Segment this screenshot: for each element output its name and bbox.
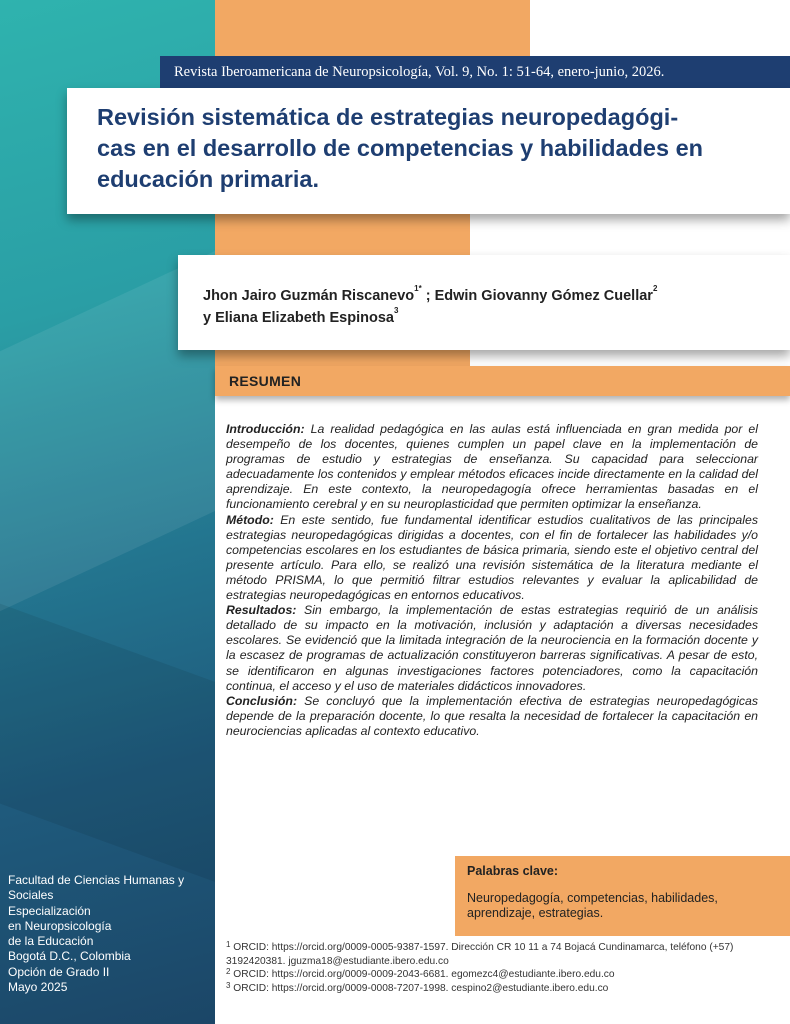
footnote [226,941,786,968]
keywords-heading: Palabras clave: [467,864,559,878]
orange-decorative-strip [470,0,530,60]
footnote [226,982,786,996]
faculty-info [8,873,208,995]
authors [203,285,783,329]
footnote [226,968,786,982]
section-label: Resultados: [226,603,297,618]
section-label: Conclusión: [226,693,298,708]
faculty-line: en Neuropsicología [8,918,112,933]
faculty-line: Sociales [8,888,54,903]
footnote-number: 1 [226,940,231,949]
title-box [67,88,790,214]
journal-citation-bar [160,56,790,88]
abstract-paragraph [226,694,758,739]
author-name: Eliana Elizabeth Espinosa [215,310,394,326]
author-sup: 1* [414,284,422,293]
section-text: Sin embargo, la implementación de estas estrategias requirió de un análisis detallado de su impacto en la motivación, inclusión y adaptación a diversas necesidades escolares. Se evidenció que la limitada integración de la neurociencia en la formación docente y la escasez de programas de actualización constituyeron barreras significativas. A pesar de esto, se identificaron en algunas investigaciones factores potenciadores, como la capacitación continua, el acceso y el uso de materiales didácticos innovadores. [226,603,758,693]
section-label: Introducción: [226,422,305,436]
footnote-number: 2 [226,967,231,977]
resumen-heading: RESUMEN [229,373,302,389]
title-line: educación primaria. [97,166,320,192]
section-text: En este sentido, fue fundamental identificar estudios cualitativos de las principales estrategias neuropedagógicas dirigidas a docentes, con el fin de fortalecer las habilidades y/o competencias escolares en los estudiantes de básica primaria, siendo este el objetivo central del presente artículo. Para ello, se realizó una revisión sistemática de la literatura mediante el método PRISMA, lo que permitió filtrar estudios relevantes y evaluar la aplicabilidad de estrategias neuropedagógicas en entornos educativos. [226,512,758,603]
abstract-body [226,422,758,739]
article-title [97,102,757,195]
abstract-paragraph [226,422,758,513]
footnote-text: ORCID: https://orcid.org/0009-0008-7207-1998. cespino2@estudiante.ibero.edu.co [230,982,609,994]
faculty-line: Mayo 2025 [8,980,68,995]
footnote-text: ORCID: https://orcid.org/0009-0005-9387-1597. Dirección CR 10 11 a 74 Bojacá Cundinamarca, teléfono (+57) 3192420381. jguzma18@estudiante.ibero.edu.co [226,942,734,967]
author-conjunction: y [203,310,216,326]
journal-citation: Revista Iberoamericana de Neuropsicología, Vol. 9, No. 1: 51-64, enero-junio, 2026. [174,64,665,80]
author-sup: 2 [652,284,658,293]
resumen-heading-tab [215,366,790,396]
title-line: cas en el desarrollo de competencias y habilidades en [97,135,704,161]
author-name: Edwin Giovanny Gómez Cuellar [434,288,653,304]
panel-facet [0,582,215,898]
section-text: Se concluyó que la implementación efectiva de estrategias neuropedagógicas depende de la preparación docente, lo que resalta la necesidad de fortalecer la capacitación en neurociencias aplicadas al contexto educativo. [226,693,758,738]
authors-box [178,255,790,350]
abstract-paragraph [226,603,758,694]
title-line: Revisión sistemática de estrategias neuropedagógi- [97,104,679,130]
faculty-line: Especialización [8,903,91,918]
keywords-text: Neuropedagogía, competencias, habilidades, aprendizaje, estrategias. [467,891,718,920]
section-text: La realidad pedagógica en las aulas está influenciada en gran medida por el desempeño de los docentes, quienes cumplen un papel clave en la implementación de programas de estudio y estrategias de enseñanza. Su capacidad para seleccionar adecuadamente los contenidos y emplear métodos eficaces incide directamente en la calidad del aprendizaje. En este contexto, la neuropedagogía ofrece herramientas basadas en el funcionamiento cerebral y en su neuroplasticidad que permiten optimizar la enseñanza. [226,422,758,512]
author-separator: ; [421,288,435,304]
faculty-line: Opción de Grado II [8,964,110,979]
author-name: Jhon Jairo Guzmán Riscanevo [203,288,415,304]
section-label: Método: [226,512,274,527]
footnote-number: 3 [226,980,231,990]
abstract-paragraph [226,513,758,604]
author-sup: 3 [393,306,399,315]
faculty-line: Bogotá D.C., Colombia [8,949,131,964]
keywords-box [455,856,790,936]
faculty-line: Facultad de Ciencias Humanas y [8,873,185,887]
faculty-line: de la Educación [8,934,94,949]
footnote-text: ORCID: https://orcid.org/0009-0009-2043-6681. egomezc4@estudiante.ibero.edu.co [230,969,615,981]
footnotes [226,941,786,995]
